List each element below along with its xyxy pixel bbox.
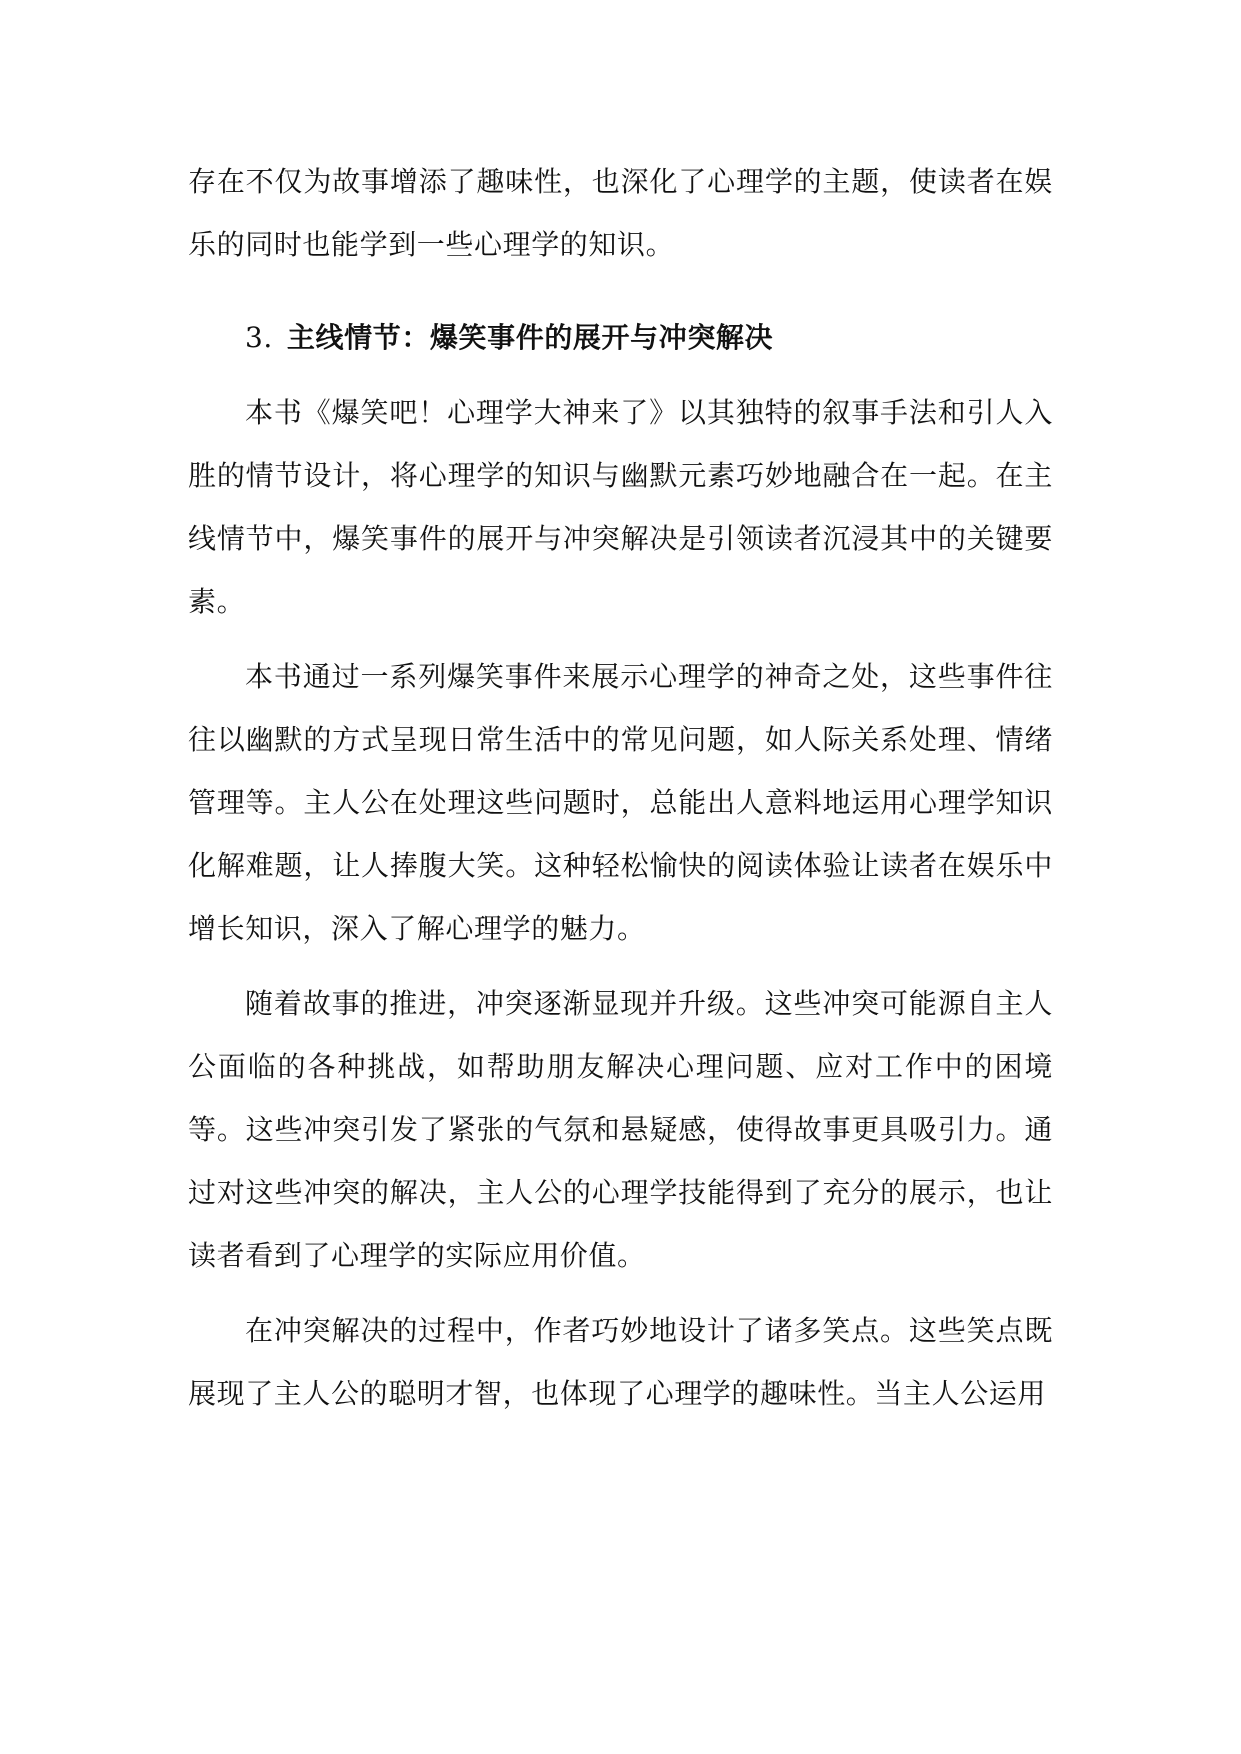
page-content <box>188 150 1053 1425</box>
section-heading <box>188 306 1053 369</box>
body-paragraph-4: 在冲突解决的过程中，作者巧妙地设计了诸多笑点。这些笑点既展现了主人公的聪明才智，也体现了心理学的趣味性。当主人公运用 <box>188 1314 1053 1410</box>
section-title: 主线情节：爆笑事件的展开与冲突解决 <box>286 321 774 354</box>
intro-paragraph: 存在不仅为故事增添了趣味性，也深化了心理学的主题，使读者在娱乐的同时也能学到一些心理学的知识。 <box>188 165 1053 261</box>
body-paragraph-1: 本书《爆笑吧！心理学大神来了》以其独特的叙事手法和引人入胜的情节设计，将心理学的知识与幽默元素巧妙地融合在一起。在主线情节中，爆笑事件的展开与冲突解决是引领读者沉浸其中的关键要素。 <box>188 396 1053 618</box>
body-paragraph-3: 随着故事的推进，冲突逐渐显现并升级。这些冲突可能源自主人公面临的各种挑战，如帮助朋友解决心理问题、应对工作中的困境等。这些冲突引发了紧张的气氛和悬疑感，使得故事更具吸引力。通过对这些冲突的解决，主人公的心理学技能得到了充分的展示，也让读者看到了心理学的实际应用价值。 <box>188 987 1053 1272</box>
body-paragraph-2: 本书通过一系列爆笑事件来展示心理学的神奇之处，这些事件往往以幽默的方式呈现日常生活中的常见问题，如人际关系处理、情绪管理等。主人公在处理这些问题时，总能出人意料地运用心理学知识化解难题，让人捧腹大笑。这种轻松愉快的阅读体验让读者在娱乐中增长知识，深入了解心理学的魅力。 <box>188 660 1053 945</box>
section-number: 3. <box>245 321 273 354</box>
